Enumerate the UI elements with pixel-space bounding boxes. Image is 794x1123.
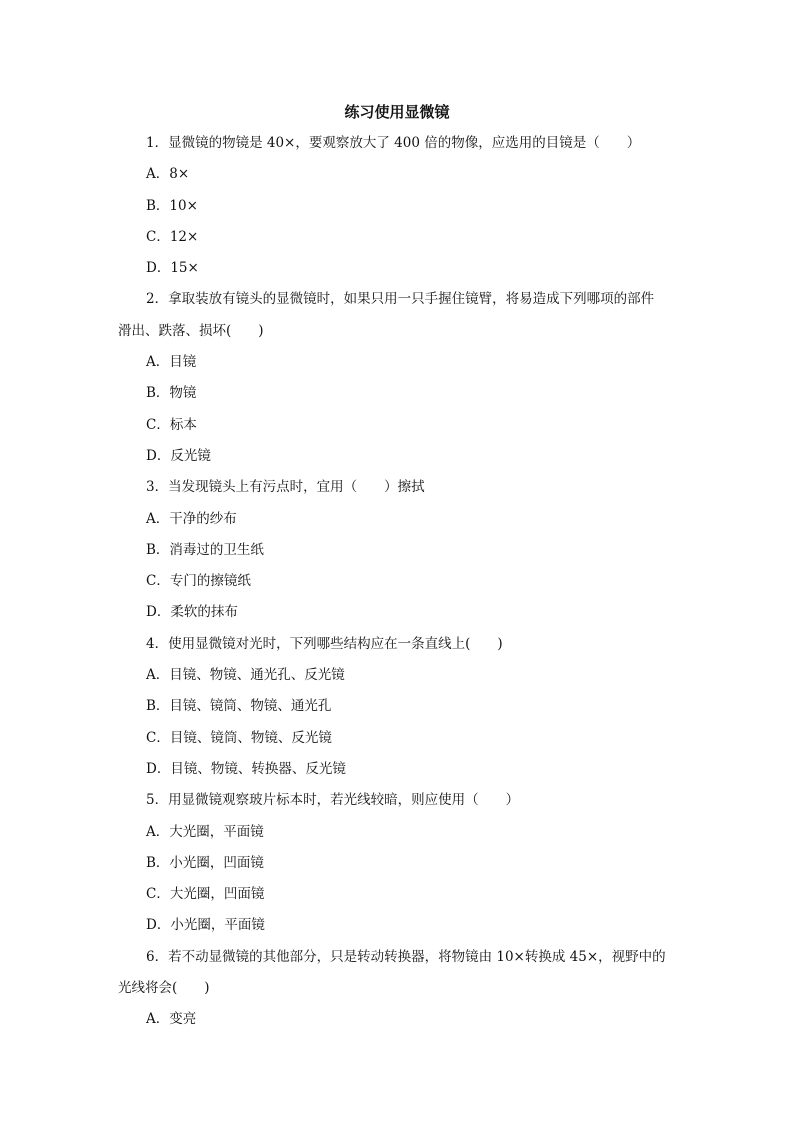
question-4-option-d: D．目镜、物镜、转换器、反光镜 [146, 760, 346, 777]
question-2-option-c: C．标本 [146, 416, 197, 433]
question-5 [118, 785, 678, 941]
question-2-option-d: D．反光镜 [146, 447, 211, 464]
question-1-option-d: D．15× [146, 260, 199, 277]
question-3 [118, 472, 678, 628]
question-3-option-d: D．柔软的抹布 [146, 604, 238, 621]
question-5-stem: 5．用显微镜观察玻片标本时，若光线较暗，则应使用（ ） [146, 792, 520, 809]
question-2-option-b: B．物镜 [146, 385, 197, 402]
question-4 [118, 629, 678, 785]
question-4-option-b: B．目镜、镜筒、物镜、通光孔 [146, 698, 332, 715]
question-5-option-c: C．大光圈，凹面镜 [146, 886, 265, 903]
question-3-stem: 3．当发现镜头上有污点时，宜用（ ）擦拭 [146, 479, 425, 496]
question-4-option-c: C．目镜、镜筒、物镜、反光镜 [146, 729, 332, 746]
question-6-stem-line-2: 光线将会( ) [118, 980, 210, 997]
question-5-option-d: D．小光圈，平面镜 [146, 917, 265, 934]
question-6-option-a: A．变亮 [146, 1011, 197, 1028]
question-list [118, 128, 678, 1036]
page-title: 练习使用显微镜 [344, 103, 450, 121]
question-3-option-c: C．专门的擦镜纸 [146, 573, 251, 590]
question-6 [118, 942, 678, 1036]
question-2-stem-line-1: 2．拿取装放有镜头的显微镜时，如果只用一只手握住镜臂，将易造成下列哪项的部件 [146, 291, 655, 308]
question-1-option-c: C．12× [146, 228, 199, 245]
question-6-stem-line-1: 6．若不动显微镜的其他部分，只是转动转换器，将物镜由 10×转换成 45×，视野中的 [146, 948, 666, 965]
question-1 [118, 128, 678, 284]
question-3-option-a: A．干净的纱布 [146, 510, 237, 527]
question-5-option-a: A．大光圈，平面镜 [146, 823, 264, 840]
question-2-option-a: A．目镜 [146, 354, 197, 371]
question-4-option-a: A．目镜、物镜、通光孔、反光镜 [146, 667, 345, 684]
question-4-stem: 4．使用显微镜对光时，下列哪些结构应在一条直线上( ) [146, 635, 503, 652]
question-2 [118, 284, 678, 472]
question-2-stem-line-2: 滑出、跌落、损坏( ) [118, 322, 264, 339]
question-3-option-b: B．消毒过的卫生纸 [146, 541, 264, 558]
question-1-option-a: A．8× [146, 166, 190, 183]
question-5-option-b: B．小光圈，凹面镜 [146, 854, 264, 871]
question-1-option-b: B．10× [146, 197, 198, 214]
question-1-stem: 1．显微镜的物镜是 40×，要观察放大了 400 倍的物像，应选用的目镜是（ ） [146, 135, 641, 151]
